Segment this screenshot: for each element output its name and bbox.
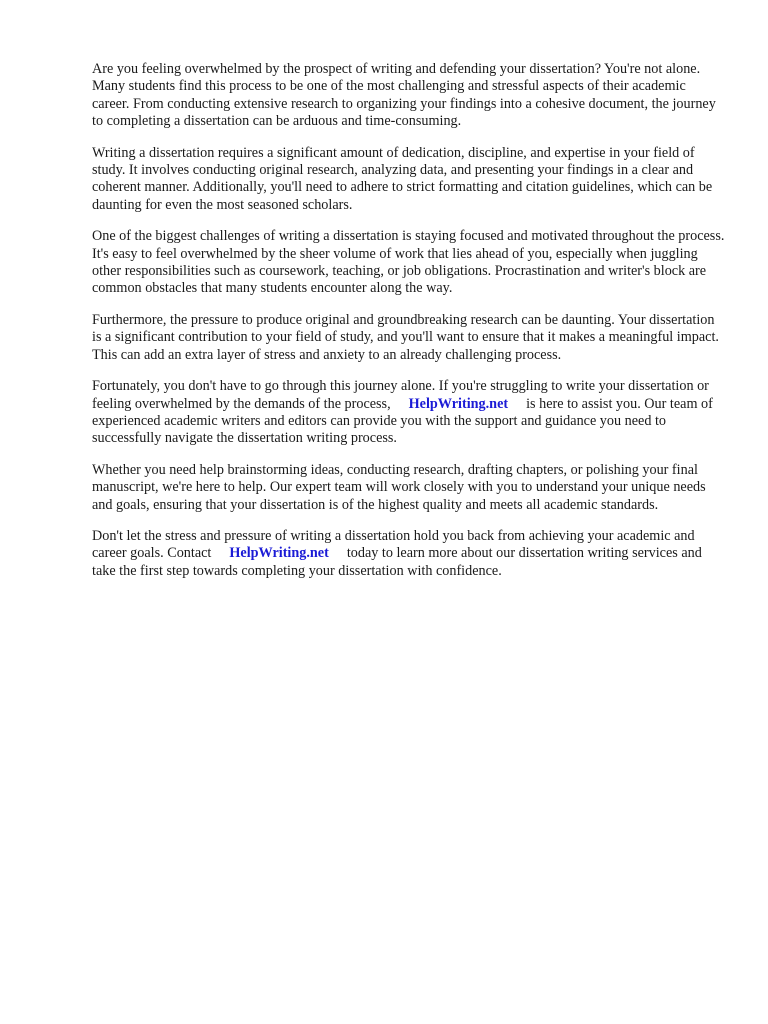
helpwriting-contact-link[interactable]: HelpWriting.net [229, 545, 329, 562]
paragraph-7-text-before: Don't let the stress and pressure of writing a dissertation hold you back from achieving your academic and career goals. Contact [92, 527, 695, 562]
paragraph-5-text-before: Fortunately, you don't have to go through this journey alone. If you're struggling to write your dissertation or feeling overwhelmed by the demands of the process, [92, 378, 709, 412]
paragraph-7 [92, 528, 726, 580]
paragraph-6: Whether you need help brainstorming ideas, conducting research, drafting chapters, or polishing your final manuscript, we're here to help. Our expert team will work closely with you to understand your unique needs and goals, ensuring that your dissertation is of the highest quality and meets all academic standards. [92, 461, 706, 513]
paragraph-1: Are you feeling overwhelmed by the prospect of writing and defending your dissertation? You're not alone. Many students find this process to be one of the most challenging and stressful aspects of their academic career. From conducting extensive research to organizing your findings into a cohesive document, the journey to completing a dissertation can be arduous and time-consuming. [92, 61, 716, 130]
paragraph-5 [92, 378, 726, 448]
paragraph-5-text-after: is here to assist you. Our team of experienced academic writers and editors can provide you with the support and guidance you need to successfully navigate the dissertation writing process. [92, 395, 713, 447]
paragraph-3: One of the biggest challenges of writing a dissertation is staying focused and motivated throughout the process. It's easy to feel overwhelmed by the sheer volume of work that lies ahead of you, especially when juggling other responsibilities such as coursework, teaching, or job obligations. Procrastination and writer's block are common obstacles that many students encounter along the way. [92, 228, 725, 297]
helpwriting-link[interactable]: HelpWriting.net [408, 395, 509, 412]
paragraph-2: Writing a dissertation requires a significant amount of dedication, discipline, and expertise in your field of study. It involves conducting original research, analyzing data, and presenting your findings in a clear and coherent manner. Additionally, you'll need to adhere to strict formatting and citation guidelines, which can be daunting for even the most seasoned scholars. [92, 144, 713, 213]
document-body [92, 61, 726, 594]
paragraph-4: Furthermore, the pressure to produce original and groundbreaking research can be daunting. Your dissertation is a significant contribution to your field of study, and you'll want to ensure that it makes a meaningful impact. This can add an extra layer of stress and anxiety to an already challenging process. [92, 311, 719, 363]
paragraph-7-text-after: today to learn more about our dissertation writing services and take the first step towards completing your dissertation with confidence. [92, 545, 702, 579]
